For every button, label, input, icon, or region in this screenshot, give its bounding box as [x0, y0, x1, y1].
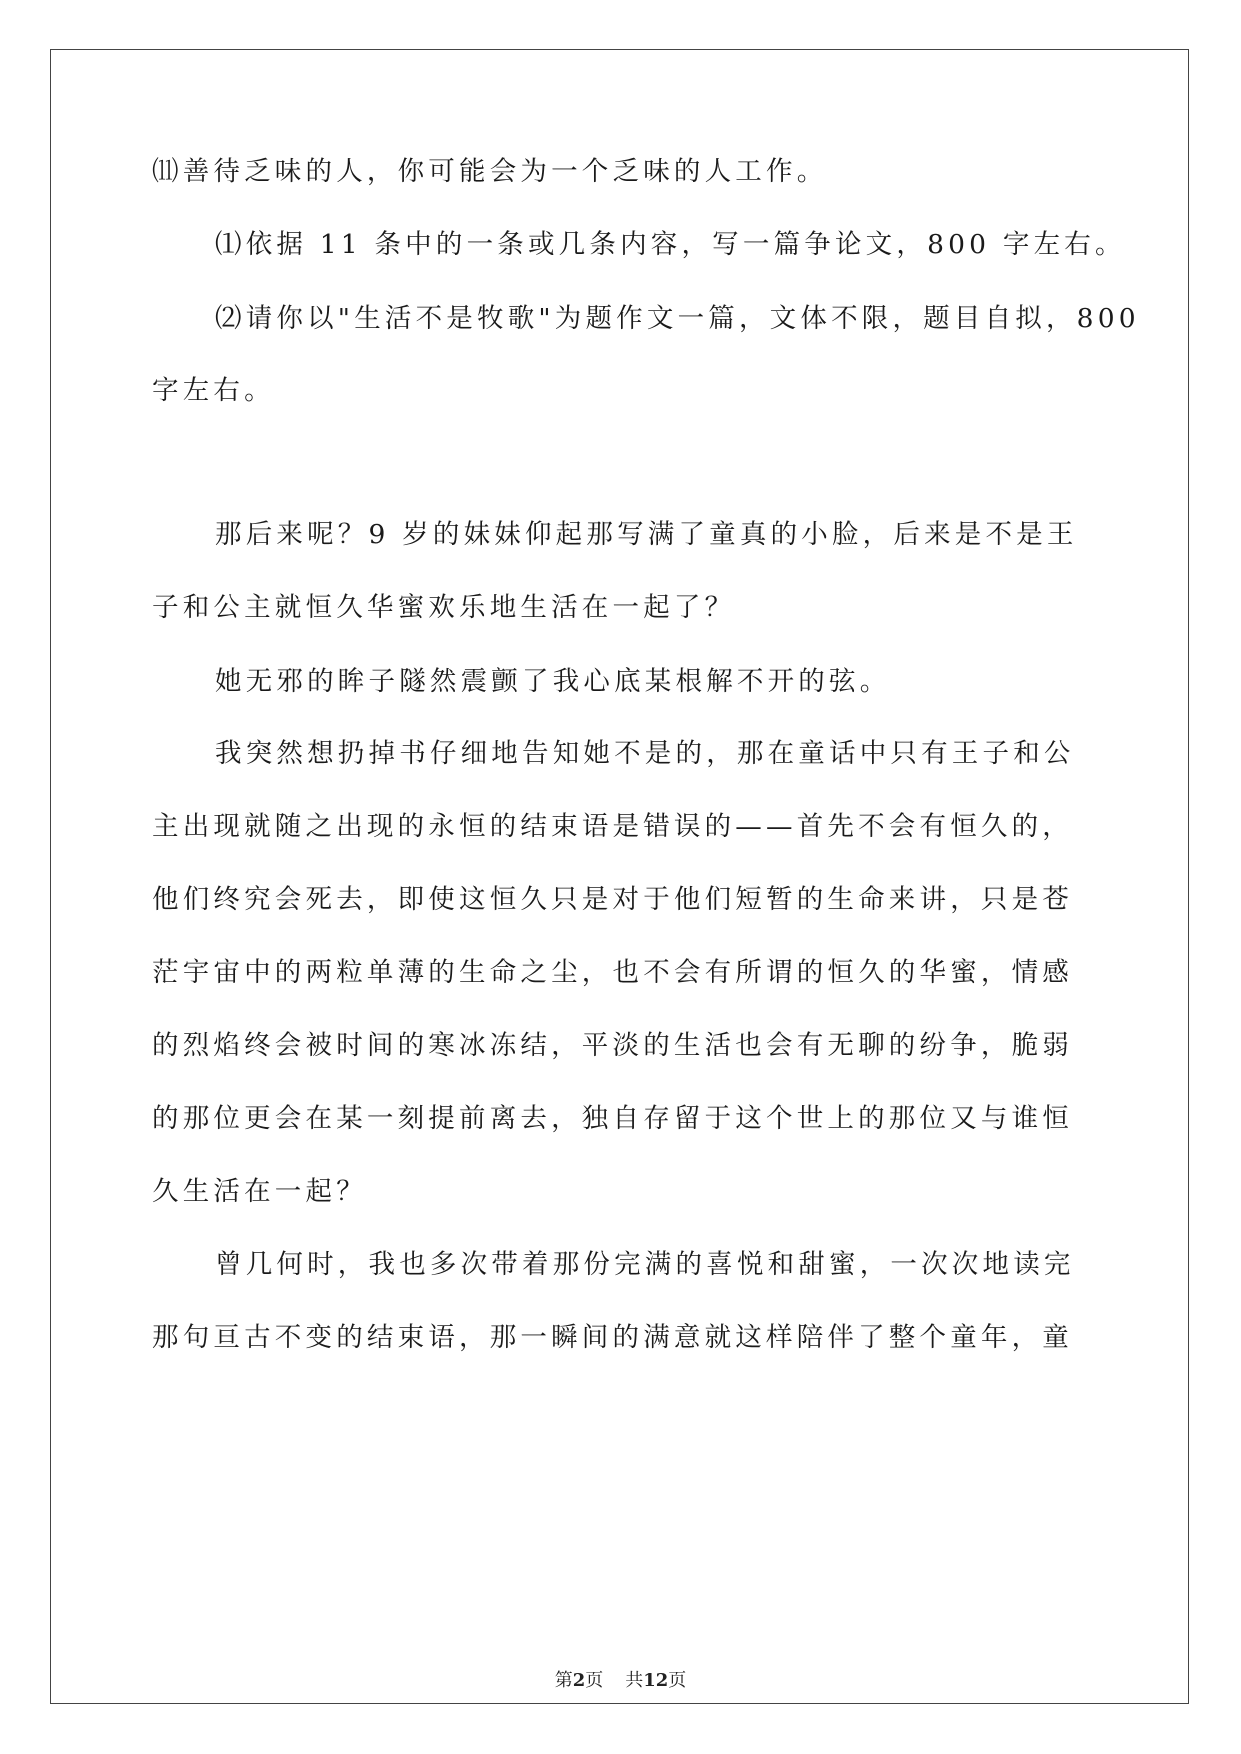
text-line: 他们终究会死去，即使这恒久只是对于他们短暂的生命来讲，只是苍 — [152, 884, 1073, 915]
page-suffix: 页 — [585, 1670, 604, 1691]
total-suffix: 页 — [668, 1670, 687, 1691]
page-footer — [0, 1669, 1241, 1693]
text-line: 那后来呢？9 岁的妹妹仰起那写满了童真的小脸，后来是不是王 — [215, 519, 1078, 550]
text-line: 久生活在一起？ — [152, 1176, 367, 1207]
text-line: 的烈焰终会被时间的寒冰冻结，平淡的生活也会有无聊的纷争，脆弱 — [152, 1030, 1073, 1061]
text-line: 字左右。 — [152, 375, 275, 406]
text-line: 子和公主就恒久华蜜欢乐地生活在一起了？ — [152, 592, 736, 623]
text-line: ⑾善待乏味的人，你可能会为一个乏味的人工作。 — [152, 156, 828, 187]
text-line: 她无邪的眸子隧然震颤了我心底某根解不开的弦。 — [215, 666, 891, 697]
page-prefix: 第 — [554, 1670, 573, 1691]
total-prefix: 共 — [625, 1670, 644, 1691]
total-pages: 12 — [643, 1670, 669, 1691]
text-line: 那句亘古不变的结束语，那一瞬间的满意就这样陪伴了整个童年，童 — [152, 1322, 1073, 1353]
page-number: 2 — [572, 1670, 586, 1691]
text-line: 主出现就随之出现的永恒的结束语是错误的——首先不会有恒久的， — [152, 811, 1073, 842]
text-line: 曾几何时，我也多次带着那份完满的喜悦和甜蜜，一次次地读完 — [215, 1249, 1075, 1280]
text-line: 茫宇宙中的两粒单薄的生命之尘，也不会有所谓的恒久的华蜜，情感 — [152, 957, 1073, 988]
page-border — [50, 49, 1189, 1704]
text-line: 我突然想扔掉书仔细地告知她不是的，那在童话中只有王子和公 — [215, 738, 1075, 769]
text-line: 的那位更会在某一刻提前离去，独自存留于这个世上的那位又与谁恒 — [152, 1103, 1073, 1134]
text-line: ⑴依据 11 条中的一条或几条内容，写一篇争论文，800 字左右。 — [215, 229, 1126, 260]
text-line: ⑵请你以"生活不是牧歌"为题作文一篇，文体不限，题目自拟，800 — [215, 303, 1140, 334]
